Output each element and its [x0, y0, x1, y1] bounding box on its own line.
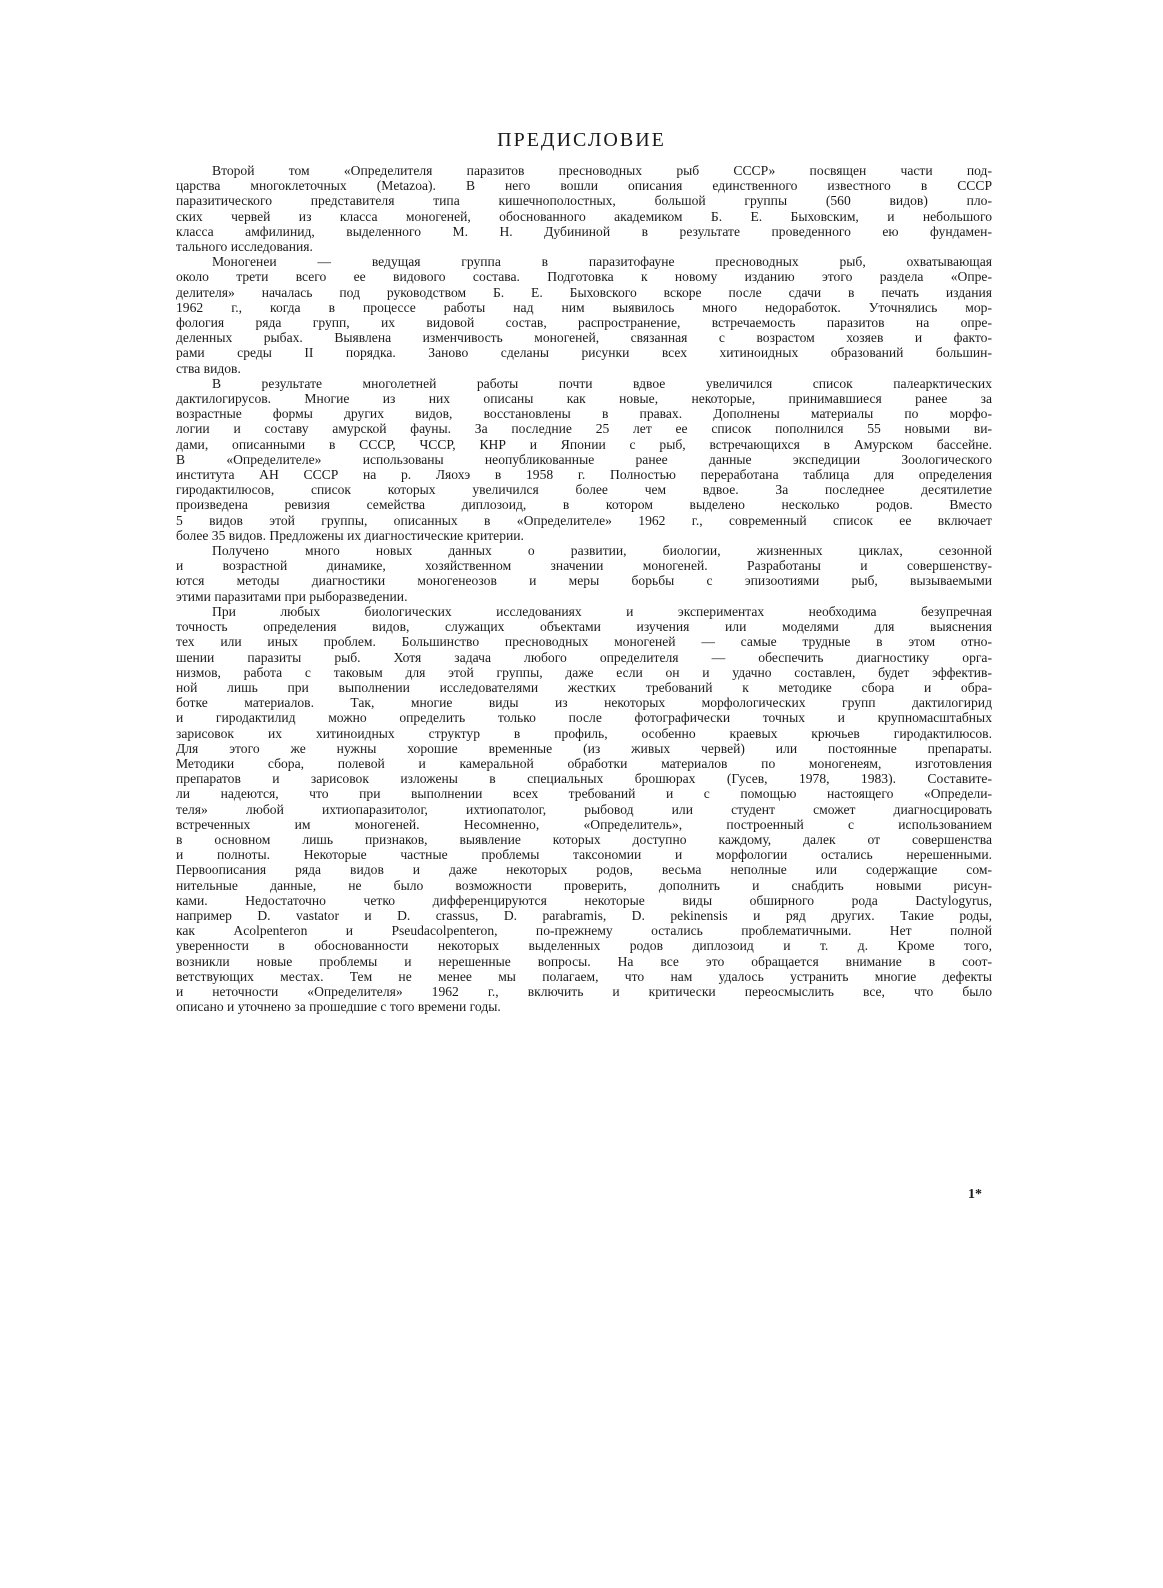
text-line: дактилогирусов. Многие из них описаны как новые, некоторые, принимавшиеся ранее за — [176, 391, 992, 407]
text-line: точность определения видов, служащих объектами изучения или моделями для выяснения — [176, 619, 992, 635]
text-line: ских червей из класса моногеней, обоснованного академиком Б. Е. Быховским, и небольшого — [176, 208, 992, 224]
text-line: делителя» началась под руководством Б. Е. Быховского вскоре после сдачи в печать издания — [176, 284, 992, 300]
text-line: института АН СССР на р. Ляохэ в 1958 г. Полностью переработана таблица для определения — [176, 467, 992, 483]
text-line: и гиродактилид можно определить только после фотографически точных и крупномасштабных — [176, 710, 992, 726]
text-line: например D. vastator и D. crassus, D. parabramis, D. pekinensis и ряд других. Такие роды, — [176, 907, 992, 923]
text-line: паразитического представителя типа кишечнополостных, большой группы (560 видов) пло- — [176, 193, 992, 209]
text-line: нительные данные, не было возможности проверить, дополнить и снабдить новыми рисун- — [176, 877, 992, 893]
text-line: и неточности «Определителя» 1962 г., включить и критически переосмыслить все, что было — [176, 983, 992, 999]
text-line: деленных рыбах. Выявлена изменчивость моногеней, связанная с возрастом хозяев и факто- — [176, 330, 992, 346]
text-line: класса амфилинид, выделенного М. Н. Дубининой в результате проведенного ею фундамен- — [176, 223, 992, 239]
text-line: Второй том «Определителя паразитов пресноводных рыб СССР» посвящен части под- — [212, 163, 992, 178]
text-line: Первоописания ряда видов и даже некоторых родов, весьма неполные или содержащие сом- — [176, 862, 992, 878]
paragraph — [176, 604, 992, 1014]
text-line: В результате многолетней работы почти вдвое увеличился список палеарктических — [212, 375, 992, 391]
text-line: ветствующих местах. Тем не менее мы полагаем, что нам удалось устранить многие дефекты — [176, 968, 992, 984]
text-line: рами среды II порядка. Заново сделаны рисунки всех хитиноидных образований большин- — [176, 345, 992, 361]
text-line: уверенности в обоснованности некоторых выделенных родов диплозоид и т. д. Кроме того, — [176, 938, 992, 954]
text-line: и полноты. Некоторые частные проблемы таксономии и морфологии остались нерешенными. — [176, 847, 992, 863]
text-line: препаратов и зарисовок изложены в специальных брошюрах (Гусев, 1978, 1983). Составите- — [176, 771, 992, 787]
text-line: ками. Недостаточно четко дифференцируются некоторые виды обширного рода Dactylogyrus, — [176, 892, 992, 908]
text-line: При любых биологических исследованиях и экспериментах необходима безупречная — [212, 603, 992, 619]
text-line: Моногенеи — ведущая группа в паразитофауне пресноводных рыб, охватывающая — [212, 254, 992, 270]
text-line: возрастные формы других видов, восстановлены в правах. Дополнены материалы по морфо- — [176, 406, 992, 422]
paragraph — [176, 254, 992, 376]
text-line: В «Определителе» использованы неопубликованные ранее данные экспедиции Зоологического — [176, 451, 992, 467]
text-line: гиродактилюсов, список которых увеличился более чем вдвое. За последнее десятилетие — [176, 482, 992, 498]
paragraph — [176, 376, 992, 543]
paragraph — [176, 163, 992, 254]
text-line: фология ряда групп, их видовой состав, распространение, встречаемость паразитов на опре- — [176, 315, 992, 331]
text-line: Для этого же нужны хорошие временные (из живых червей) или постоянные препараты. — [176, 740, 992, 756]
text-line: царства многоклеточных (Metazoa). В него вошли описания единственного известного в СССР — [176, 178, 992, 194]
text-line: Получено много новых данных о развитии, биологии, жизненных циклах, сезонной — [212, 543, 992, 559]
text-line: зарисовок их хитиноидных структур в профиль, особенно краевых крючьев гиродактилюсов. — [176, 725, 992, 741]
text-line: ства видов. — [176, 360, 241, 376]
text-line: возникли новые проблемы и нерешенные вопросы. На все это обращается внимание в соот- — [176, 953, 992, 969]
text-line: как Acolpenteron и Pseudacolpenteron, по-прежнему остались проблематичными. Нет полной — [176, 923, 992, 939]
text-line: логии и составу амурской фауны. За последние 25 лет ее список пополнился 55 новыми ви- — [176, 421, 992, 437]
text-line: низмов, работа с таковым для этой группы, даже если он и удачно составлен, будет эффектив- — [176, 664, 992, 680]
text-line: и возрастной динамике, хозяйственном значении моногеней. Разработаны и совершенству- — [176, 558, 992, 574]
text-line: встреченных им моногеней. Несомненно, «Определитель», построенный с использованием — [176, 816, 992, 832]
text-line: тального исследования. — [176, 239, 313, 255]
page-title: ПРЕДИСЛОВИЕ — [497, 129, 666, 152]
text-line: шении паразиты рыб. Хотя задача любого определителя — обеспечить диагностику орга- — [176, 649, 992, 665]
text-line: в основном лишь признаков, выявление которых доступно каждому, далек от совершенства — [176, 831, 992, 847]
text-line: произведена ревизия семейства диплозоид, в котором выделено несколько родов. Вместо — [176, 497, 992, 513]
page-number: 1* — [968, 1187, 982, 1202]
text-line: 1962 г., когда в процессе работы над ним выявилось много недоработок. Уточнялись мор- — [176, 299, 992, 315]
text-line: ли надеются, что при выполнении всех требований и с помощью настоящего «Определи- — [176, 786, 992, 802]
text-line: ются методы диагностики моногенеозов и меры борьбы с эпизоотиями рыб, вызываемыми — [176, 573, 992, 589]
text-line: описано и уточнено за прошедшие с того времени годы. — [176, 999, 501, 1015]
text-line: около трети всего ее видового состава. Подготовка к новому изданию этого раздела «Опре- — [176, 269, 992, 285]
text-line: ной лишь при выполнении исследователями жестких требований к методике сбора и обра- — [176, 679, 992, 695]
paragraph — [176, 543, 992, 604]
text-line: этими паразитами при рыборазведении. — [176, 588, 408, 604]
body-text — [176, 163, 992, 1014]
text-line: теля» любой ихтиопаразитолог, ихтиопатолог, рыбовод или студент сможет диагносцировать — [176, 801, 992, 817]
text-line: более 35 видов. Предложены их диагностические критерии. — [176, 527, 524, 543]
text-line: Методики сбора, полевой и камеральной обработки материалов по моногенеям, изготовления — [176, 755, 992, 771]
text-line: дами, описанными в СССР, ЧССР, КНР и Японии с рыб, встречающихся в Амурском бассейне. — [176, 436, 992, 452]
text-line: 5 видов этой группы, описанных в «Определителе» 1962 г., современный список ее включает — [176, 512, 992, 528]
text-line: тех или иных проблем. Большинство пресноводных моногеней — самые трудные в этом отно- — [176, 634, 992, 650]
text-line: ботке материалов. Так, многие виды из некоторых морфологических групп дактилогирид — [176, 695, 992, 711]
